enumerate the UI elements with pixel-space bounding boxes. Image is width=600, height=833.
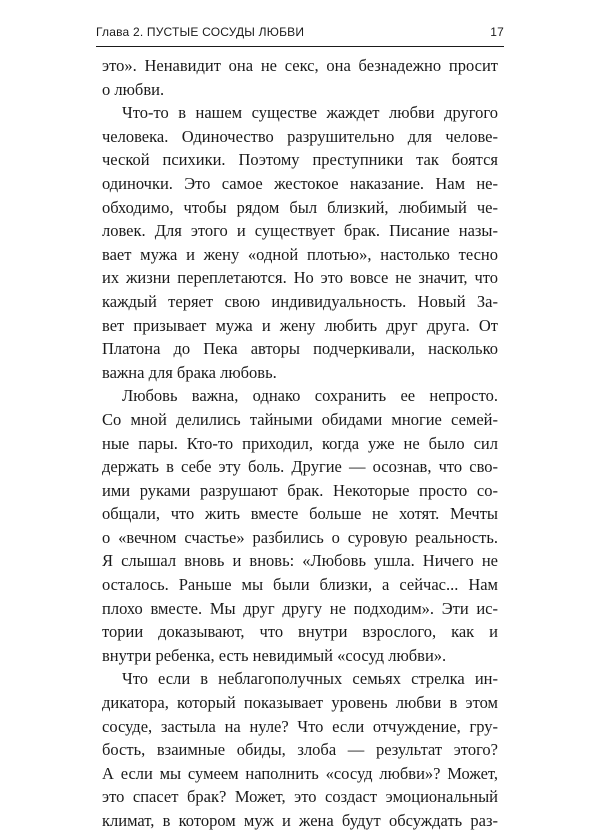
- text-line: плохо вместе. Мы друг другу не подходим». Эти ис-: [102, 598, 498, 618]
- paragraph-start: Любовь важна, однако сохранить ее непросто.: [122, 386, 498, 406]
- text-line: ческой психики. Поэтому преступники так боятся: [102, 150, 498, 170]
- text-line: обходимо, чтобы рядом был близкий, любимый че-: [102, 197, 498, 217]
- text-line: каждый теряет свою индивидуальность. Новый За-: [102, 291, 498, 311]
- body-text: [102, 54, 498, 833]
- text-line: их жизни переплетаются. Но это вовсе не значит, что: [102, 268, 498, 288]
- text-line: держать в себе эту боль. Другие — осознав, что сво-: [102, 457, 498, 477]
- paragraph-start: Что если в неблагополучных семьях стрелка ин-: [122, 669, 498, 689]
- text-line: общали, что жить вместе больше не хотят. Мечты: [102, 504, 498, 524]
- text-line: человека. Одиночество разрушительно для челове-: [102, 126, 498, 146]
- header-rule: [96, 46, 504, 47]
- text-line: осталось. Раньше мы были близки, а сейчас... Нам: [102, 575, 498, 595]
- text-line: климат, в котором муж и жена будут обсуждать раз-: [102, 811, 498, 830]
- text-line: ими руками разрушают брак. Некоторые просто со-: [102, 480, 498, 500]
- text-line: А если мы сумеем наполнить «сосуд любви»? Может,: [102, 763, 498, 783]
- text-line: внутри ребенка, есть невидимый «сосуд любви».: [102, 645, 447, 665]
- text-line: бость, взаимные обиды, злоба — результат этого?: [102, 740, 498, 760]
- text-line: Со мной делились тайными обидами многие семей-: [102, 409, 498, 429]
- paragraph-start: Что-то в нашем существе жаждет любви другого: [122, 103, 498, 123]
- text-line: о «вечном счастье» разбились о суровую реальность.: [102, 527, 498, 547]
- text-line: Платона до Пека авторы подчеркивали, насколько: [102, 339, 498, 359]
- text-line: ные пары. Кто-то приходил, когда уже не было сил: [102, 433, 498, 453]
- text-line: важна для брака любовь.: [102, 362, 277, 382]
- text-line: одиночки. Это самое жестокое наказание. Нам не-: [102, 173, 498, 193]
- text-line: дикатора, который показывает уровень любви в этом: [102, 693, 498, 713]
- text-line: ловек. Для этого и существует брак. Писание назы-: [102, 221, 498, 241]
- running-head: [96, 22, 504, 42]
- text-line: сосуде, застыла на нуле? Что если отчуждение, гру-: [102, 716, 498, 736]
- text-line: это». Ненавидит она не секс, она безнадежно просит: [102, 56, 498, 75]
- text-line: тории доказывают, что внутри взрослого, как и: [102, 622, 498, 642]
- page-number: 17: [490, 25, 504, 39]
- chapter-title: Глава 2. ПУСТЫЕ СОСУДЫ ЛЮБВИ: [96, 25, 305, 39]
- text-line: вает мужа и жену «одной плотью», настолько тесно: [102, 244, 498, 264]
- text-line: Я слышал вновь и вновь: «Любовь ушла. Ничего не: [102, 551, 498, 571]
- text-line: вет призывает мужа и жену любить друг друга. От: [102, 315, 498, 335]
- text-line: это спасет брак? Может, это создаст эмоциональный: [102, 787, 498, 807]
- text-line: о любви.: [102, 79, 165, 99]
